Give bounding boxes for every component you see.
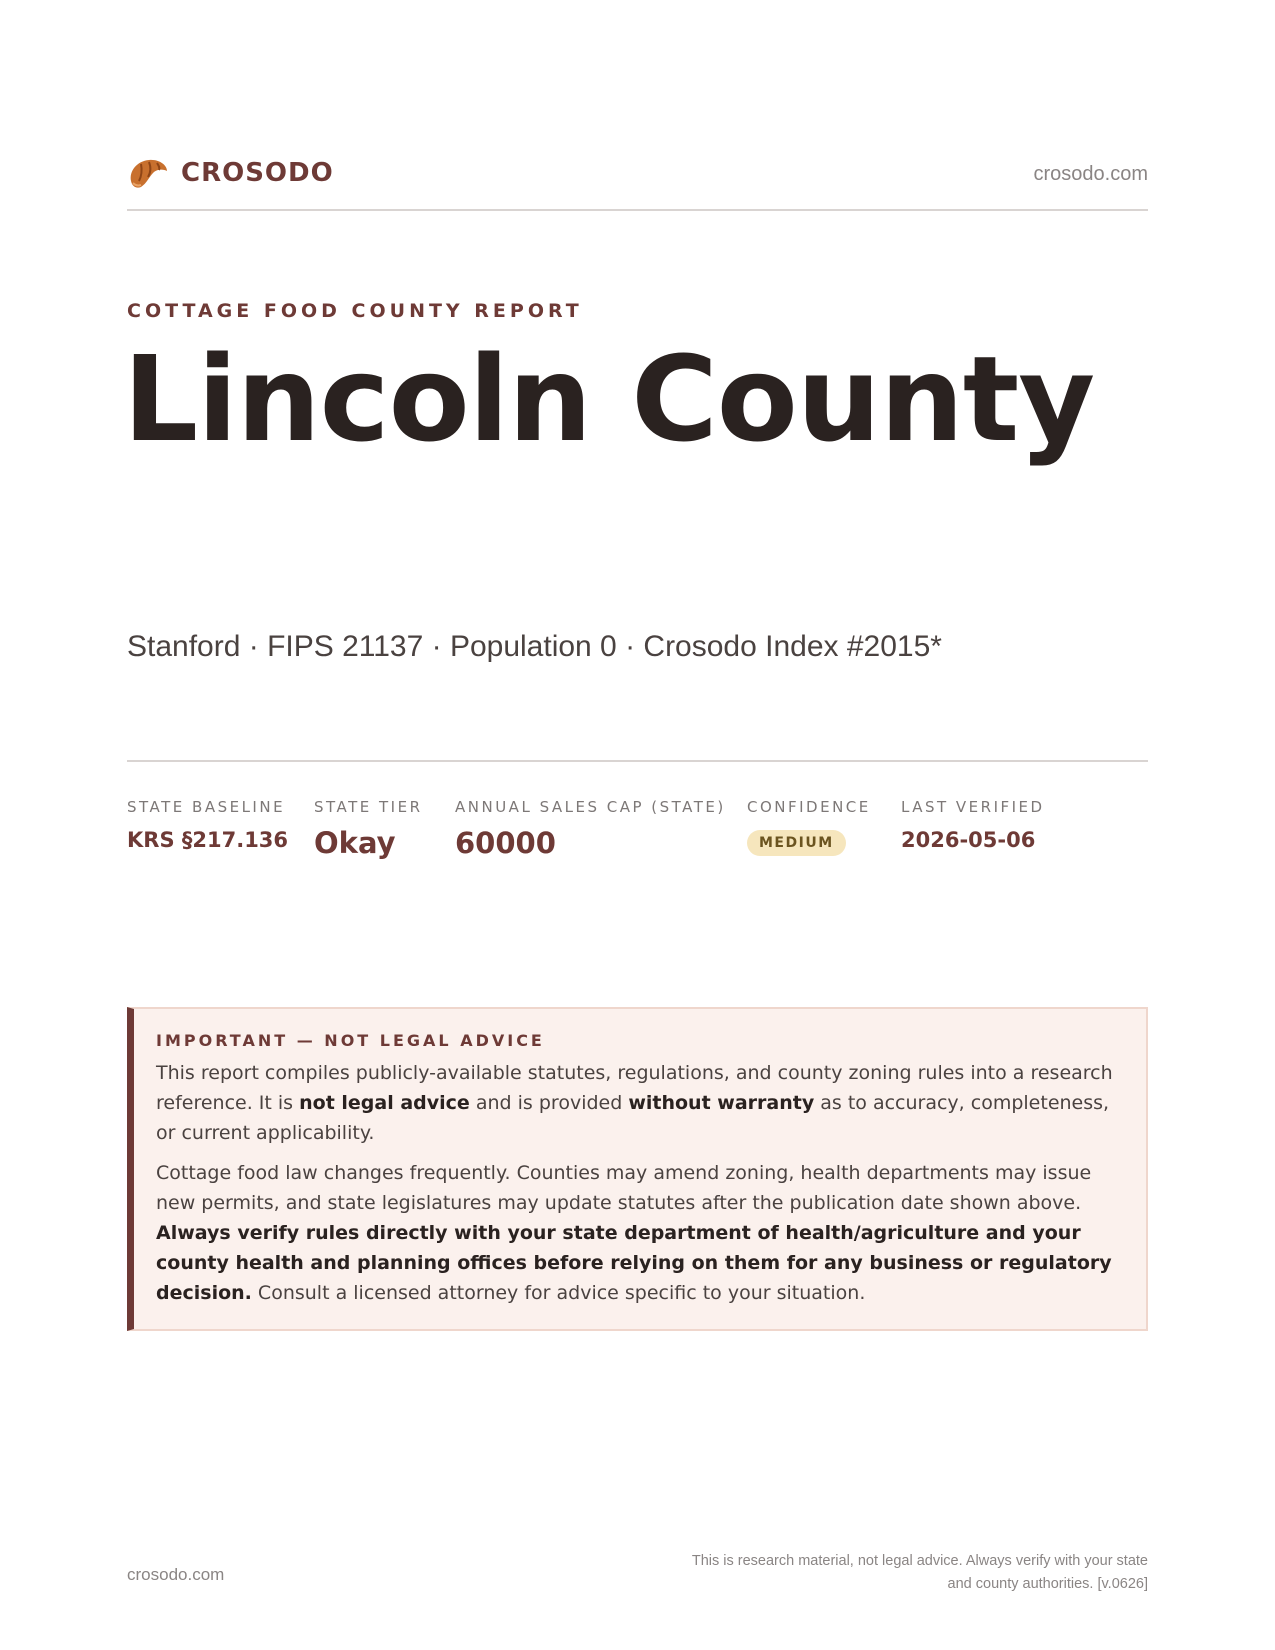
fact-value: KRS §217.136 — [127, 828, 289, 852]
brand[interactable] — [127, 155, 334, 191]
notice-text: as to accuracy, completeness, or current applicability. — [156, 1092, 1110, 1144]
confidence-badge: MEDIUM — [747, 830, 846, 856]
footer-site-link[interactable]: crosodo.com — [127, 1565, 225, 1584]
notice-emphasis: Always verify rules directly with your state department of health/agriculture and your county health and planning offices before relying on them for any business or regulatory decision. — [156, 1222, 1112, 1304]
fact-label: ANNUAL SALES CAP (STATE) — [455, 798, 726, 816]
site-url-link[interactable]: crosodo.com — [1033, 163, 1148, 185]
fact-label: CONFIDENCE — [747, 798, 871, 816]
fact-value: 2026-05-06 — [901, 828, 1036, 852]
fact-last-verified — [901, 798, 1045, 852]
notice-text: This report compiles publicly-available statutes, regulations, and county zoning rules into a research reference. It is — [156, 1062, 1113, 1114]
notice-text: Cottage food law changes frequently. Counties may amend zoning, health departments may issue new permits, and state legislatures may update statutes after the publication date shown above. — [156, 1162, 1092, 1214]
report-eyebrow: COTTAGE FOOD COUNTY REPORT — [127, 300, 583, 322]
notice-paragraph-2 — [156, 1158, 1120, 1308]
fact-confidence — [747, 798, 871, 856]
fact-label: STATE TIER — [314, 798, 423, 816]
report-page — [123, 0, 1148, 1650]
notice-paragraph-1 — [156, 1058, 1120, 1148]
footer-disclaimer-line: and county authorities. [v.0626] — [947, 1576, 1148, 1592]
brand-name: CROSODO — [181, 158, 334, 188]
fact-value: 60000 — [455, 826, 556, 860]
notice-text: and is provided — [469, 1092, 629, 1114]
legal-notice — [127, 1007, 1148, 1331]
fact-sales-cap — [455, 798, 726, 860]
page-header — [127, 155, 1148, 211]
fact-state-tier — [314, 798, 423, 860]
notice-emphasis: without warranty — [628, 1092, 815, 1114]
footer-disclaimer-line: This is research material, not legal advice. Always verify with your state — [691, 1553, 1148, 1569]
footer-disclaimer — [588, 1550, 1148, 1596]
notice-heading: IMPORTANT — NOT LEGAL ADVICE — [156, 1031, 545, 1050]
fact-state-baseline — [127, 798, 288, 852]
page-title: Lincoln County — [123, 330, 1095, 468]
notice-text: Consult a licensed attorney for advice specific to your situation. — [251, 1282, 866, 1304]
report-subtitle: Stanford · FIPS 21137 · Population 0 · Crosodo Index #2015* — [127, 630, 942, 663]
fact-label: LAST VERIFIED — [901, 798, 1045, 816]
facts-row — [127, 760, 1148, 880]
fact-label: STATE BASELINE — [127, 798, 286, 816]
croissant-icon — [127, 155, 169, 191]
notice-emphasis: not legal advice — [299, 1092, 470, 1114]
fact-value: Okay — [314, 826, 396, 860]
